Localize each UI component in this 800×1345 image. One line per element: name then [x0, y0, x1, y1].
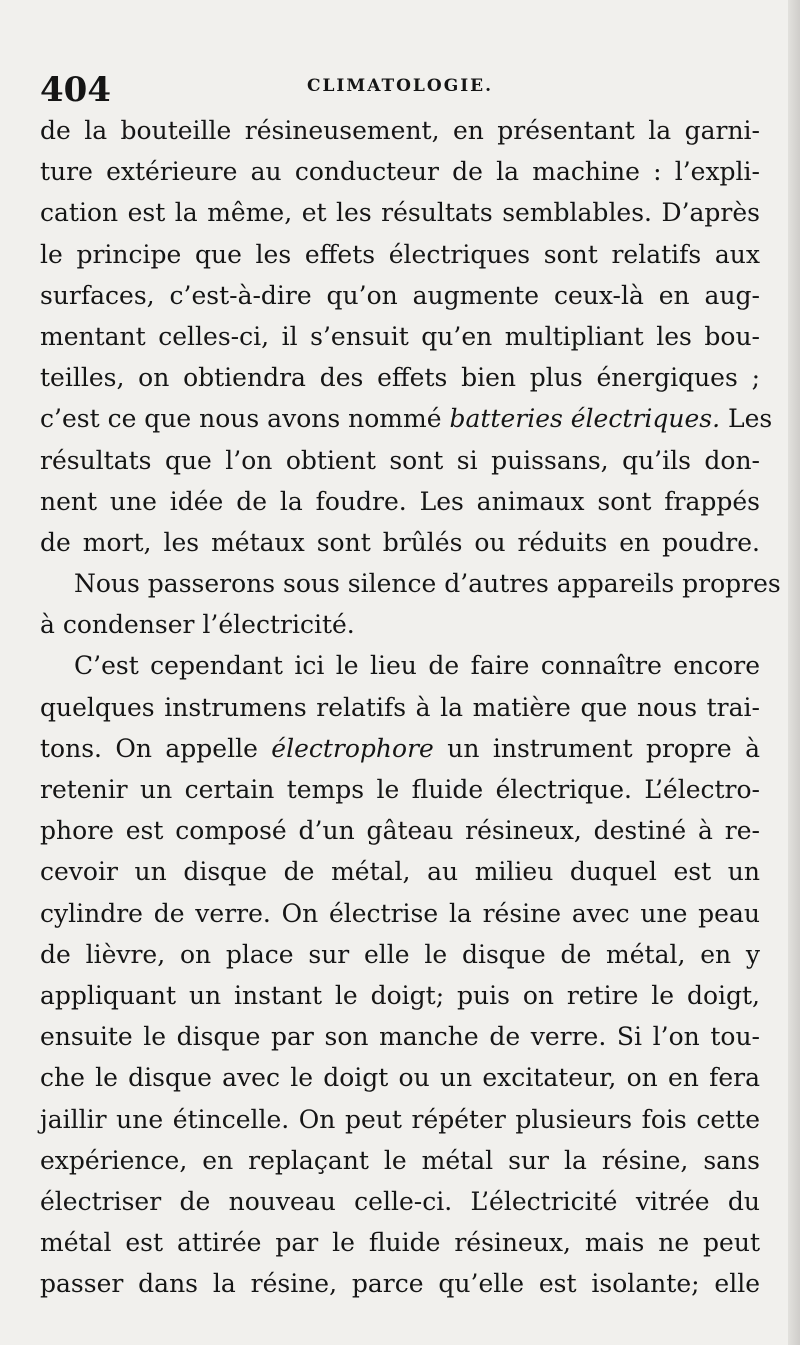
text-line: appliquant un instant le doigt; puis on retire le doigt, — [40, 980, 760, 1010]
page-number: 404 — [40, 70, 111, 110]
text-line: de lièvre, on place sur elle le disque de métal, en y — [40, 939, 760, 969]
text-line — [40, 728, 760, 769]
text-segment: Les — [720, 404, 773, 434]
text-line: quelques instrumens relatifs à la matière que nous trai- — [40, 692, 760, 722]
text-line: mentant celles-ci, il s’ensuit qu’en multipliant les bou- — [40, 321, 760, 351]
text-line: retenir un certain temps le fluide électrique. L’électro- — [40, 775, 760, 804]
text-segment: c’est ce que nous avons nommé — [40, 404, 450, 434]
body-text — [40, 110, 781, 1304]
running-title: CLIMATOLOGIE. — [306, 76, 494, 96]
page-header — [40, 70, 760, 110]
page-edge — [788, 0, 800, 1345]
text-line: cation est la même, et les résultats semblables. D’après — [40, 198, 760, 228]
text-line: le principe que les effets électriques sont relatifs aux — [40, 239, 760, 269]
text-line: à condenser l’électricité. — [40, 610, 355, 640]
text-line: cylindre de verre. On électrise la résine avec une peau — [40, 898, 760, 928]
text-line: expérience, en replaçant le métal sur la résine, sans — [40, 1145, 760, 1175]
text-line — [40, 398, 773, 439]
text-line: surfaces, c’est-à-dire qu’on augmente ceux-là en aug- — [40, 280, 760, 310]
italic-term: batteries électriques. — [449, 404, 721, 434]
text-line: cevoir un disque de métal, au milieu duquel est un — [40, 857, 760, 887]
text-line: de mort, les métaux sont brûlés ou réduits en poudre. — [40, 527, 760, 557]
text-line: électriser de nouveau celle-ci. L’électricité vitrée du — [40, 1186, 760, 1216]
italic-term: électrophore — [271, 733, 434, 763]
text-line: passer dans la résine, parce qu’elle est isolante; elle — [40, 1269, 760, 1299]
text-line: teilles, on obtiendra des effets bien plus énergiques ; — [40, 363, 760, 393]
text-line: de la bouteille résineusement, en présentant la garni- — [40, 116, 760, 145]
text-line: che le disque avec le doigt ou un excitateur, on en fera — [40, 1063, 760, 1093]
text-line: C’est cependant ici le lieu de faire connaître encore — [74, 651, 760, 681]
text-line: Nous passerons sous silence d’autres appareils propres — [74, 569, 781, 599]
text-line: jaillir une étincelle. On peut répéter plusieurs fois cette — [40, 1104, 760, 1134]
text-segment: tons. On appelle — [40, 733, 272, 763]
text-line: nent une idée de la foudre. Les animaux sont frappés — [40, 486, 760, 516]
text-line: ensuite le disque par son manche de verre. Si l’on tou- — [40, 1022, 760, 1052]
text-segment: un instrument propre à — [433, 733, 761, 763]
text-line: phore est composé d’un gâteau résineux, destiné à re- — [40, 816, 760, 846]
text-line: métal est attirée par le fluide résineux, mais ne peut — [40, 1228, 760, 1258]
text-line: ture extérieure au conducteur de la machine : l’expli- — [40, 157, 760, 187]
text-line: résultats que l’on obtient sont si puissans, qu’ils don- — [40, 445, 760, 475]
